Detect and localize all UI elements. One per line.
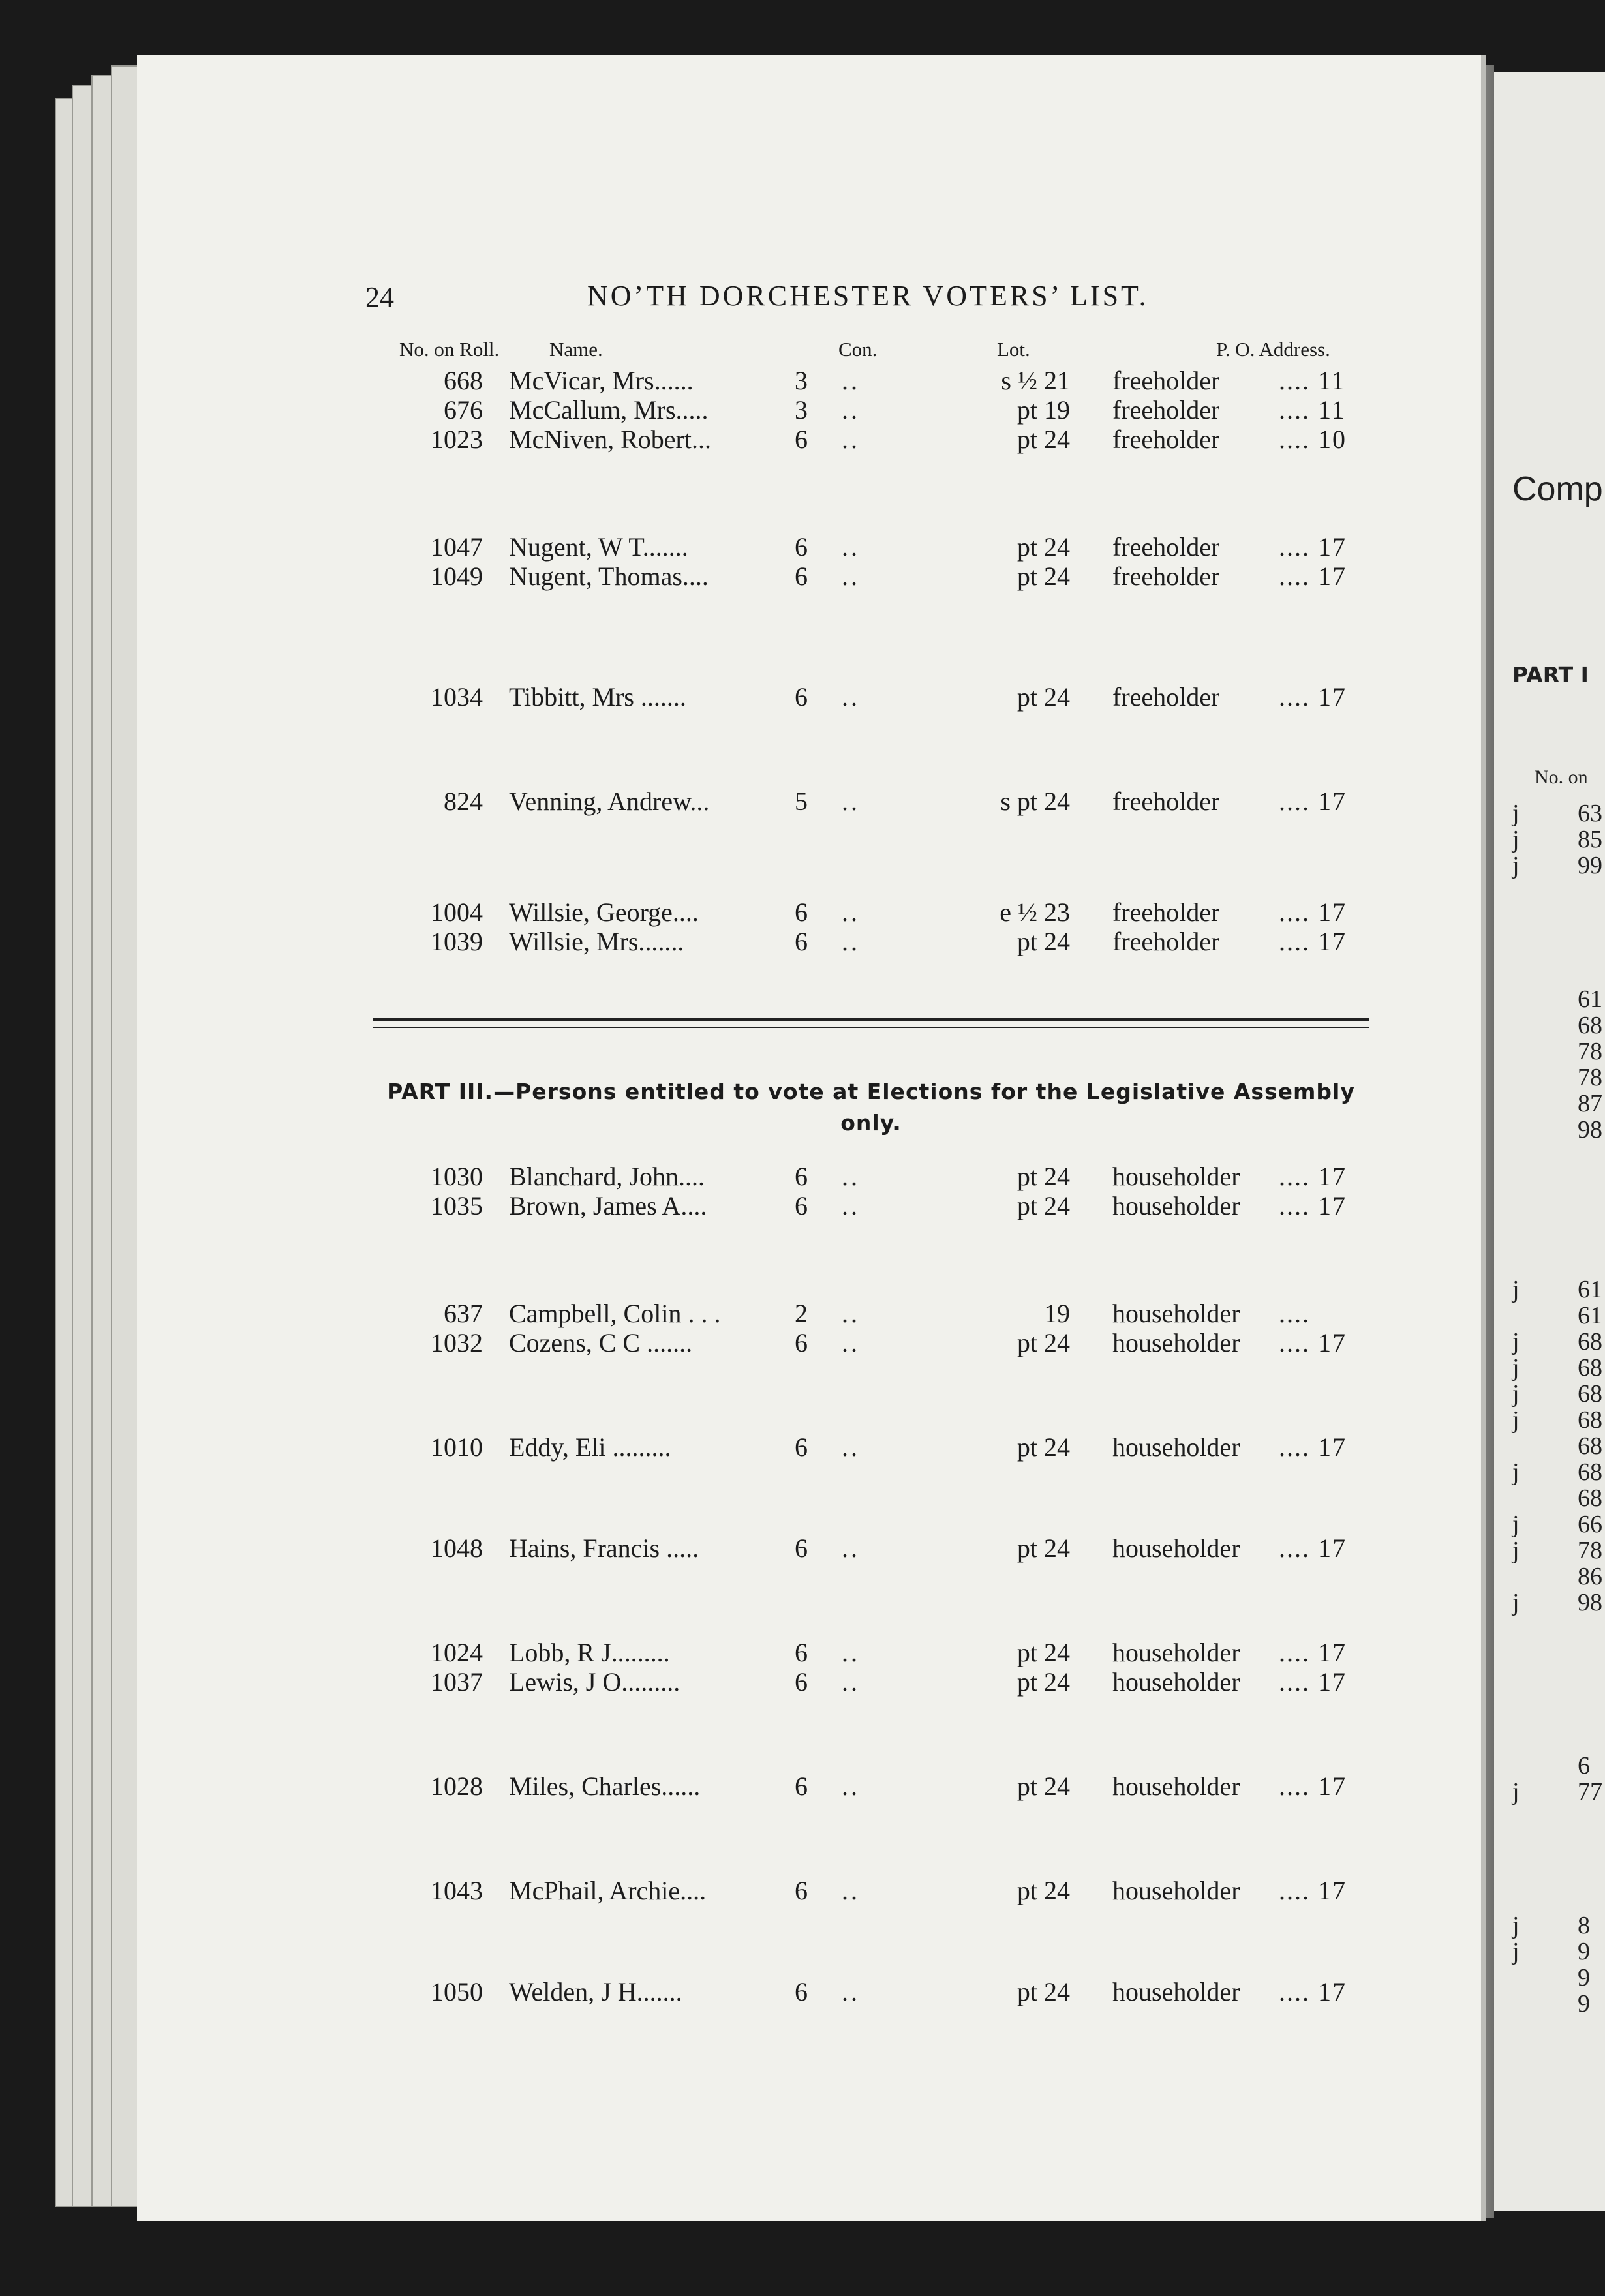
leader-dots: .. [842, 1876, 860, 1905]
voter-status: freeholder [1112, 562, 1220, 591]
concession: 3 [795, 366, 808, 395]
roll-number-fragment: 61 [1578, 1302, 1602, 1329]
leader-dots: .. [842, 682, 860, 712]
juror-mark: j [1512, 1328, 1520, 1355]
roll-number: 1004 [431, 898, 483, 927]
roll-number-fragment: 87 [1578, 1090, 1602, 1117]
leader-dots: .. [842, 1162, 860, 1191]
roll-number: 1039 [431, 927, 483, 956]
facing-page-part: PART I [1512, 662, 1589, 687]
voter-name: Hains, Francis ..... [509, 1533, 699, 1563]
po-address: .... 17 [1279, 1876, 1347, 1905]
lot: e ½ 23 [1000, 898, 1070, 927]
roll-number-fragment: 9 [1578, 1990, 1590, 2017]
voter-status: householder [1112, 1977, 1240, 2006]
roll-number: 1023 [431, 425, 483, 454]
voter-name: Miles, Charles...... [509, 1772, 701, 1801]
col-no-on-roll: No. on Roll. [399, 338, 500, 361]
po-address: .... 17 [1279, 1162, 1347, 1191]
roll-number: 676 [444, 395, 483, 425]
roll-number-fragment: 9 [1578, 1938, 1590, 1965]
concession: 6 [795, 1667, 808, 1697]
roll-number-fragment: 78 [1578, 1537, 1602, 1564]
concession: 6 [795, 425, 808, 454]
lot: pt 24 [1016, 1162, 1070, 1191]
leader-dots: .. [842, 1667, 860, 1697]
concession: 5 [795, 787, 808, 816]
voter-row [0, 1432, 1605, 1462]
voter-status: freeholder [1112, 366, 1220, 395]
po-address: .... 10 [1279, 425, 1347, 454]
voter-name: McVicar, Mrs...... [509, 366, 694, 395]
lot: pt 24 [1016, 562, 1070, 591]
roll-number-fragment: 66 [1578, 1511, 1602, 1538]
juror-mark: j [1512, 1354, 1520, 1382]
voter-name: McPhail, Archie.... [509, 1876, 707, 1905]
col-con: Con. [838, 338, 878, 361]
voter-status: householder [1112, 1638, 1240, 1667]
voter-name: McCallum, Mrs..... [509, 395, 709, 425]
voter-name: Welden, J H....... [509, 1977, 682, 2006]
roll-number: 668 [444, 366, 483, 395]
roll-number-fragment: 85 [1578, 826, 1602, 853]
voter-row [0, 1327, 1605, 1357]
lot: pt 24 [1016, 927, 1070, 956]
leader-dots: .. [842, 1191, 860, 1220]
lot: pt 24 [1016, 1772, 1070, 1801]
roll-number-fragment: 98 [1578, 1589, 1602, 1616]
juror-mark: j [1512, 1778, 1520, 1805]
concession: 6 [795, 562, 808, 591]
voter-name: Willsie, George.... [509, 898, 699, 927]
po-address: .... 17 [1279, 1772, 1347, 1801]
po-address: .... 17 [1279, 1667, 1347, 1697]
roll-number-fragment: 68 [1578, 1485, 1602, 1512]
roll-number: 1010 [431, 1432, 483, 1462]
roll-number-fragment: 61 [1578, 1276, 1602, 1303]
facing-page-title: Comp [1512, 470, 1603, 508]
voter-name: Eddy, Eli ......... [509, 1432, 671, 1462]
voter-row [0, 365, 1605, 395]
po-address: .... 17 [1279, 787, 1347, 816]
voter-name: Brown, James A.... [509, 1191, 707, 1220]
voter-status: householder [1112, 1328, 1240, 1357]
col-lot: Lot. [997, 338, 1030, 361]
leader-dots: .. [842, 532, 860, 562]
voter-row [0, 1161, 1605, 1191]
juror-mark: j [1512, 1511, 1520, 1538]
concession: 2 [795, 1299, 808, 1328]
leader-dots: .. [842, 1977, 860, 2006]
leader-dots: .. [842, 1328, 860, 1357]
concession: 6 [795, 1191, 808, 1220]
voter-status: householder [1112, 1432, 1240, 1462]
voter-status: householder [1112, 1191, 1240, 1220]
roll-number: 637 [444, 1299, 483, 1328]
leader-dots: .. [842, 1638, 860, 1667]
roll-number-fragment: 86 [1578, 1563, 1602, 1590]
roll-number-fragment: 77 [1578, 1778, 1602, 1805]
roll-number: 824 [444, 787, 483, 816]
roll-number-fragment: 68 [1578, 1012, 1602, 1039]
juror-mark: j [1512, 1458, 1520, 1486]
leader-dots: .. [842, 395, 860, 425]
voter-status: freeholder [1112, 787, 1220, 816]
facing-page-column: No. on [1535, 766, 1588, 788]
voter-status: freeholder [1112, 395, 1220, 425]
leader-dots: .. [842, 927, 860, 956]
voter-status: householder [1112, 1667, 1240, 1697]
roll-number-fragment: 61 [1578, 986, 1602, 1013]
juror-mark: j [1512, 852, 1520, 879]
voter-status: householder [1112, 1299, 1240, 1328]
voter-row [0, 1637, 1605, 1667]
lot: 19 [1044, 1299, 1070, 1328]
roll-number-fragment: 99 [1578, 852, 1602, 879]
voter-status: householder [1112, 1876, 1240, 1905]
voter-name: Tibbitt, Mrs ....... [509, 682, 686, 712]
leader-dots: .. [842, 1533, 860, 1563]
roll-number-fragment: 6 [1578, 1752, 1590, 1779]
lot: pt 24 [1016, 1638, 1070, 1667]
leader-dots: .. [842, 1772, 860, 1801]
leader-dots: .. [842, 1432, 860, 1462]
voter-status: freeholder [1112, 532, 1220, 562]
voter-name: Lobb, R J......... [509, 1638, 670, 1667]
voter-row [0, 1976, 1605, 2006]
roll-number: 1043 [431, 1876, 483, 1905]
voter-row [0, 1298, 1605, 1328]
voter-status: freeholder [1112, 425, 1220, 454]
page-number: 24 [365, 281, 394, 313]
po-address: .... 17 [1279, 1191, 1347, 1220]
col-po-address: P. O. Address. [1216, 338, 1330, 361]
po-address: .... 17 [1279, 562, 1347, 591]
juror-mark: j [1512, 1276, 1520, 1303]
concession: 6 [795, 532, 808, 562]
voter-row [0, 424, 1605, 454]
voter-row [0, 1667, 1605, 1697]
voter-status: freeholder [1112, 927, 1220, 956]
po-address: .... 17 [1279, 532, 1347, 562]
roll-number-fragment: 63 [1578, 800, 1602, 827]
concession: 6 [795, 1533, 808, 1563]
double-rule-top [373, 1018, 1369, 1021]
roll-number-fragment: 68 [1578, 1380, 1602, 1408]
concession: 3 [795, 395, 808, 425]
concession: 6 [795, 1638, 808, 1667]
voter-row [0, 395, 1605, 425]
roll-number-fragment: 78 [1578, 1038, 1602, 1065]
voter-row [0, 926, 1605, 956]
roll-number: 1035 [431, 1191, 483, 1220]
roll-number: 1048 [431, 1533, 483, 1563]
roll-number: 1024 [431, 1638, 483, 1667]
juror-mark: j [1512, 800, 1520, 827]
lot: s ½ 21 [1001, 366, 1070, 395]
leader-dots: .. [842, 787, 860, 816]
voter-name: Nugent, Thomas.... [509, 562, 709, 591]
roll-number-fragment: 68 [1578, 1354, 1602, 1382]
lot: pt 24 [1016, 1432, 1070, 1462]
leader-dots: .. [842, 1299, 860, 1328]
voter-name: Lewis, J O......... [509, 1667, 680, 1697]
roll-number-fragment: 68 [1578, 1458, 1602, 1486]
lot: pt 24 [1016, 425, 1070, 454]
roll-number-fragment: 68 [1578, 1406, 1602, 1434]
juror-mark: j [1512, 1912, 1520, 1939]
po-address: .... 17 [1279, 1328, 1347, 1357]
po-address: .... 17 [1279, 898, 1347, 927]
page-title: NO’TH DORCHESTER VOTERS’ LIST. [587, 280, 1149, 312]
concession: 6 [795, 1876, 808, 1905]
concession: 6 [795, 1977, 808, 2006]
voter-status: householder [1112, 1533, 1240, 1563]
lot: pt 24 [1016, 532, 1070, 562]
voter-status: freeholder [1112, 898, 1220, 927]
roll-number: 1047 [431, 532, 483, 562]
lot: pt 24 [1016, 682, 1070, 712]
roll-number-fragment: 98 [1578, 1116, 1602, 1143]
voter-row [0, 786, 1605, 816]
roll-number: 1028 [431, 1772, 483, 1801]
lot: s pt 24 [1000, 787, 1070, 816]
roll-number: 1049 [431, 562, 483, 591]
juror-mark: j [1512, 1406, 1520, 1434]
po-address: .... 17 [1279, 1432, 1347, 1462]
juror-mark: j [1512, 1938, 1520, 1965]
concession: 6 [795, 1772, 808, 1801]
roll-number: 1030 [431, 1162, 483, 1191]
roll-number: 1050 [431, 1977, 483, 2006]
voter-name: McNiven, Robert... [509, 425, 711, 454]
leader-dots: .. [842, 898, 860, 927]
leader-dots: .. [842, 562, 860, 591]
voter-status: householder [1112, 1772, 1240, 1801]
juror-mark: j [1512, 1589, 1520, 1616]
voter-name: Blanchard, John.... [509, 1162, 705, 1191]
concession: 6 [795, 682, 808, 712]
concession: 6 [795, 1162, 808, 1191]
roll-number-fragment: 68 [1578, 1432, 1602, 1460]
lot: pt 24 [1016, 1328, 1070, 1357]
voter-status: freeholder [1112, 682, 1220, 712]
voter-row [0, 532, 1605, 562]
lot: pt 24 [1016, 1977, 1070, 2006]
lot: pt 19 [1016, 395, 1070, 425]
leader-dots: .. [842, 425, 860, 454]
po-address: .... 17 [1279, 927, 1347, 956]
voter-row [0, 897, 1605, 927]
po-address: .... 11 [1279, 366, 1346, 395]
column-headers [0, 338, 1605, 364]
juror-mark: j [1512, 1537, 1520, 1564]
po-address: .... [1279, 1299, 1310, 1328]
double-rule-bottom [373, 1027, 1369, 1028]
voter-name: Campbell, Colin . . . [509, 1299, 721, 1328]
juror-mark: j [1512, 1380, 1520, 1408]
voter-row [0, 1533, 1605, 1563]
voter-row [0, 561, 1605, 591]
voter-name: Cozens, C C ....... [509, 1328, 693, 1357]
voter-name: Nugent, W T....... [509, 532, 688, 562]
voter-row [0, 1771, 1605, 1801]
po-address: .... 17 [1279, 1533, 1347, 1563]
voter-row [0, 1190, 1605, 1220]
lot: pt 24 [1016, 1191, 1070, 1220]
voter-name: Venning, Andrew... [509, 787, 710, 816]
concession: 6 [795, 1432, 808, 1462]
po-address: .... 17 [1279, 1977, 1347, 2006]
voter-name: Willsie, Mrs....... [509, 927, 684, 956]
roll-number: 1037 [431, 1667, 483, 1697]
concession: 6 [795, 898, 808, 927]
leader-dots: .. [842, 366, 860, 395]
po-address: .... 11 [1279, 395, 1346, 425]
voter-row [0, 682, 1605, 712]
po-address: .... 17 [1279, 682, 1347, 712]
roll-number: 1034 [431, 682, 483, 712]
lot: pt 24 [1016, 1667, 1070, 1697]
roll-number-fragment: 68 [1578, 1328, 1602, 1355]
concession: 6 [795, 1328, 808, 1357]
roll-number: 1032 [431, 1328, 483, 1357]
col-name: Name. [549, 338, 603, 361]
roll-number-fragment: 78 [1578, 1064, 1602, 1091]
lot: pt 24 [1016, 1876, 1070, 1905]
voter-status: householder [1112, 1162, 1240, 1191]
lot: pt 24 [1016, 1533, 1070, 1563]
po-address: .... 17 [1279, 1638, 1347, 1667]
roll-number-fragment: 8 [1578, 1912, 1590, 1939]
concession: 6 [795, 927, 808, 956]
juror-mark: j [1512, 826, 1520, 853]
voter-row [0, 1875, 1605, 1905]
part3-heading: PART III.—Persons entitled to vote at Elections for the Legislative Assembly only. [387, 1079, 1355, 1136]
roll-number-fragment: 9 [1578, 1964, 1590, 1991]
